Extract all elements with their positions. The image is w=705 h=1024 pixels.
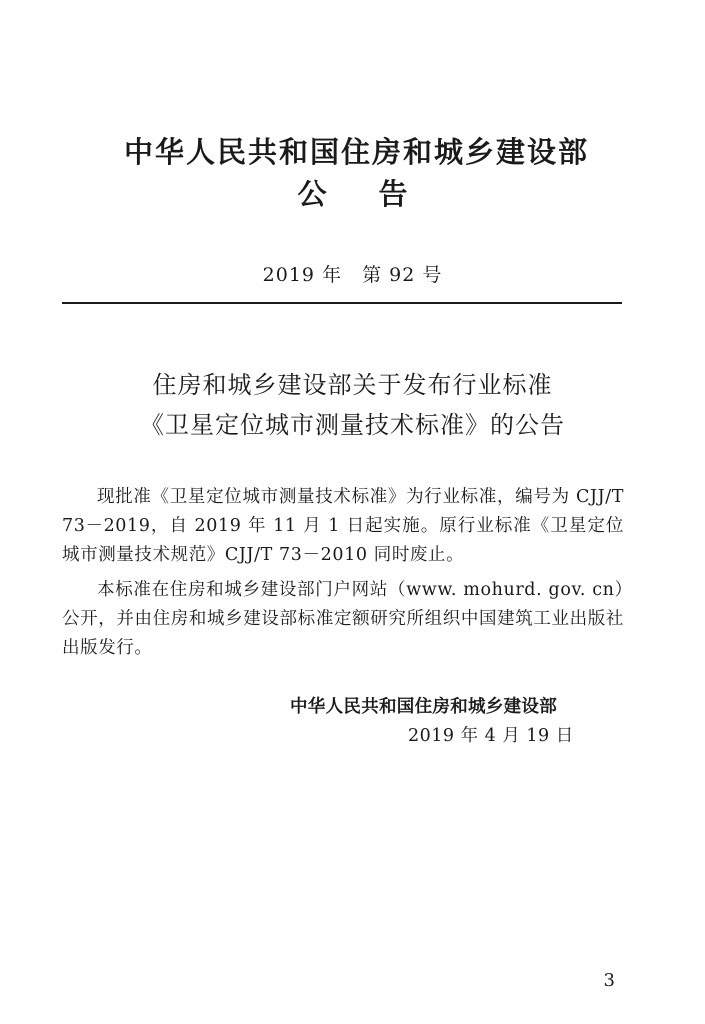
subject-line-1: 住房和城乡建设部关于发布行业标准 — [152, 371, 553, 399]
document-number: 2019 年 第 92 号 — [262, 264, 443, 286]
signature-organization: 中华人民共和国住房和城乡建设部 — [290, 697, 557, 717]
page-number: 3 — [603, 970, 615, 991]
issuer-title: 中华人民共和国住房和城乡建设部 — [123, 135, 589, 169]
document-type-heading: 公告 — [297, 177, 460, 211]
body-paragraph-1: 现批准《卫星定位城市测量技术标准》为行业标准，编号为 CJJ/T 73－2019，自 2019 年 11 月 1 日起实施。原行业标准《卫星定位城市测量技术规范》CJJ/T 73－2010 同时废止。 — [62, 487, 624, 565]
header-divider — [62, 302, 622, 304]
subject-line-2: 《卫星定位城市测量技术标准》的公告 — [140, 411, 565, 439]
signature-date: 2019 年 4 月 19 日 — [408, 726, 574, 746]
body-paragraph-2: 本标准在住房和城乡建设部门户网站（www. mohurd. gov. cn）公开，并由住房和城乡建设部标准定额研究所组织中国建筑工业出版社出版发行。 — [62, 580, 624, 658]
